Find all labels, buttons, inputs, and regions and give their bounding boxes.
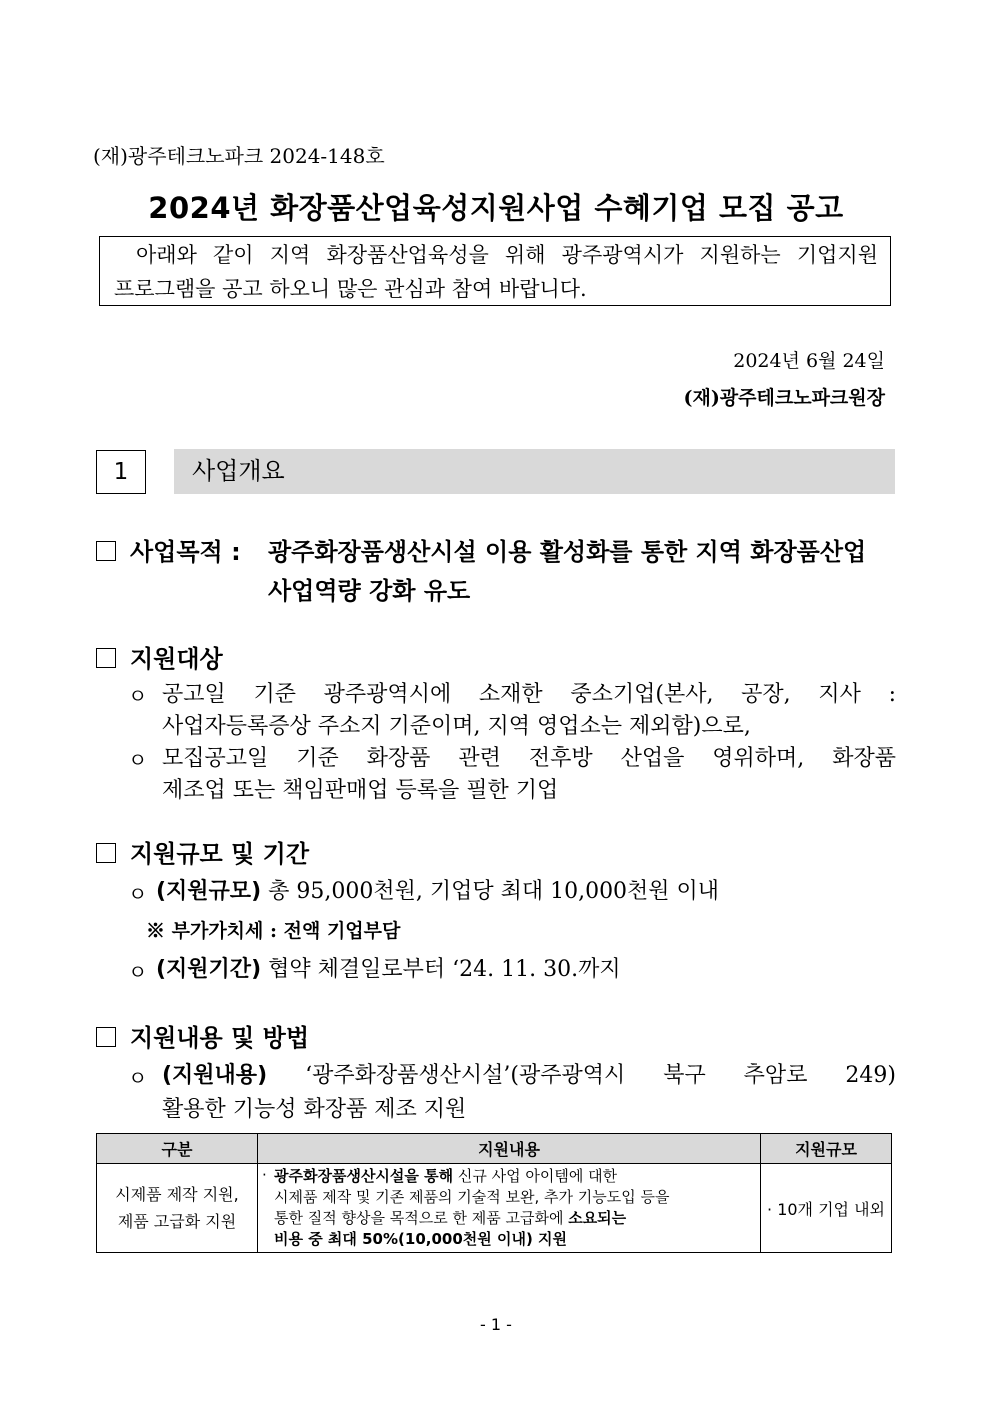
scale-heading-text: 지원규모 및 기간 [130, 840, 309, 868]
support-table [96, 1133, 892, 1253]
bullet-dot-icon: · [767, 1199, 773, 1219]
checkbox-square-icon [96, 843, 116, 863]
bullet-icon: ㅇ [128, 1066, 148, 1090]
page-number: - 1 - [480, 1315, 512, 1334]
category-line-2: 제품 고급화 지원 [117, 1212, 237, 1231]
bullet-icon: ㅇ [128, 882, 148, 906]
table-header-row [97, 1134, 892, 1164]
table-row [97, 1164, 892, 1253]
purpose-heading [96, 532, 241, 567]
scale-item-1-label: (지원규모) [156, 879, 262, 904]
content-heading [96, 1018, 309, 1053]
section-number: 1 [96, 450, 146, 494]
content-text-2: 시제품 제작 및 기존 제품의 기술적 보완, 추가 기능도입 등을 [274, 1188, 670, 1206]
checkbox-square-icon [96, 541, 116, 561]
table-header-scale: 지원규모 [761, 1134, 892, 1164]
signature: (재)광주테크노파크원장 [683, 387, 885, 409]
purpose-label: 사업목적 : [130, 538, 241, 566]
checkbox-square-icon [96, 1027, 116, 1047]
table-cell-scale [761, 1164, 892, 1253]
target-item-2-line-2: 제조업 또는 책임판매업 등록을 필한 기업 [162, 778, 559, 803]
table-header-category: 구분 [97, 1134, 258, 1164]
announcement-date: 2024년 6월 24일 [733, 350, 885, 372]
table-cell-category [97, 1164, 258, 1253]
section-title: 사업개요 [174, 449, 895, 494]
scale-item-1 [156, 874, 890, 905]
scale-item-2-label: (지원기간) [156, 957, 262, 982]
intro-line-1: 아래와 같이 지역 화장품산업육성을 위해 광주광역시가 지원하는 기업지원 [136, 243, 878, 267]
bullet-icon: ㅇ [128, 684, 148, 708]
document-number: (재)광주테크노파크 2024-148호 [93, 144, 385, 168]
purpose-line-1: 광주화장품생산시설 이용 활성화를 통한 지역 화장품산업 [268, 538, 867, 566]
content-text-3: 통한 질적 향상을 목적으로 한 제품 고급화에 [274, 1209, 569, 1227]
vat-note: ※ 부가가치세 : 전액 기업부담 [146, 920, 401, 942]
target-heading-text: 지원대상 [130, 645, 223, 673]
table-cell-content [258, 1164, 761, 1253]
content-item-1-label: (지원내용) [162, 1063, 268, 1088]
content-item-1-line-2: 활용한 기능성 화장품 제조 지원 [162, 1097, 467, 1122]
scale-item-1-text: 총 95,000천원, 기업당 최대 10,000천원 이내 [261, 879, 720, 904]
content-bold-1: 광주화장품생산시설을 통해 [274, 1167, 454, 1185]
scale-value: 10개 기업 내외 [777, 1199, 885, 1219]
bullet-icon: ㅇ [128, 748, 148, 772]
checkbox-square-icon [96, 648, 116, 668]
bullet-dot-icon: · [262, 1166, 267, 1184]
content-bold-3: 비용 중 최대 50%(10,000천원 이내) 지원 [274, 1230, 567, 1248]
content-heading-text: 지원내용 및 방법 [130, 1024, 309, 1052]
scale-item-2-text: 협약 체결일로부터 ‘24. 11. 30.까지 [261, 957, 621, 982]
target-item-2-line-1: 모집공고일 기준 화장품 관련 전후방 산업을 영위하며, 화장품 [162, 746, 896, 771]
intro-line-2: 프로그램을 공고 하오니 많은 관심과 참여 바랍니다. [114, 277, 587, 301]
purpose-line-2: 사업역량 강화 유도 [268, 577, 471, 605]
category-line-1: 시제품 제작 지원, [115, 1185, 239, 1204]
scale-heading [96, 834, 309, 869]
content-bold-2: 소요되는 [568, 1209, 627, 1227]
page-title: 2024년 화장품산업육성지원사업 수혜기업 모집 공고 [148, 191, 844, 225]
content-item-1 [162, 1058, 896, 1089]
target-item-1-line-2: 사업자등록증상 주소지 기준이며, 지역 영업소는 제외함)으로, [162, 714, 751, 739]
target-item-1-line-1: 공고일 기준 광주광역시에 소재한 중소기업(본사, 공장, 지사 : [162, 682, 896, 707]
content-item-1-text: ‘광주화장품생산시설’(광주광역시 북구 추암로 249) [267, 1063, 896, 1088]
intro-box [99, 236, 891, 306]
scale-item-2 [156, 952, 890, 983]
table-header-content: 지원내용 [258, 1134, 761, 1164]
target-heading [96, 639, 223, 674]
bullet-icon: ㅇ [128, 960, 148, 984]
content-text-1: 신규 사업 아이템에 대한 [453, 1167, 618, 1185]
